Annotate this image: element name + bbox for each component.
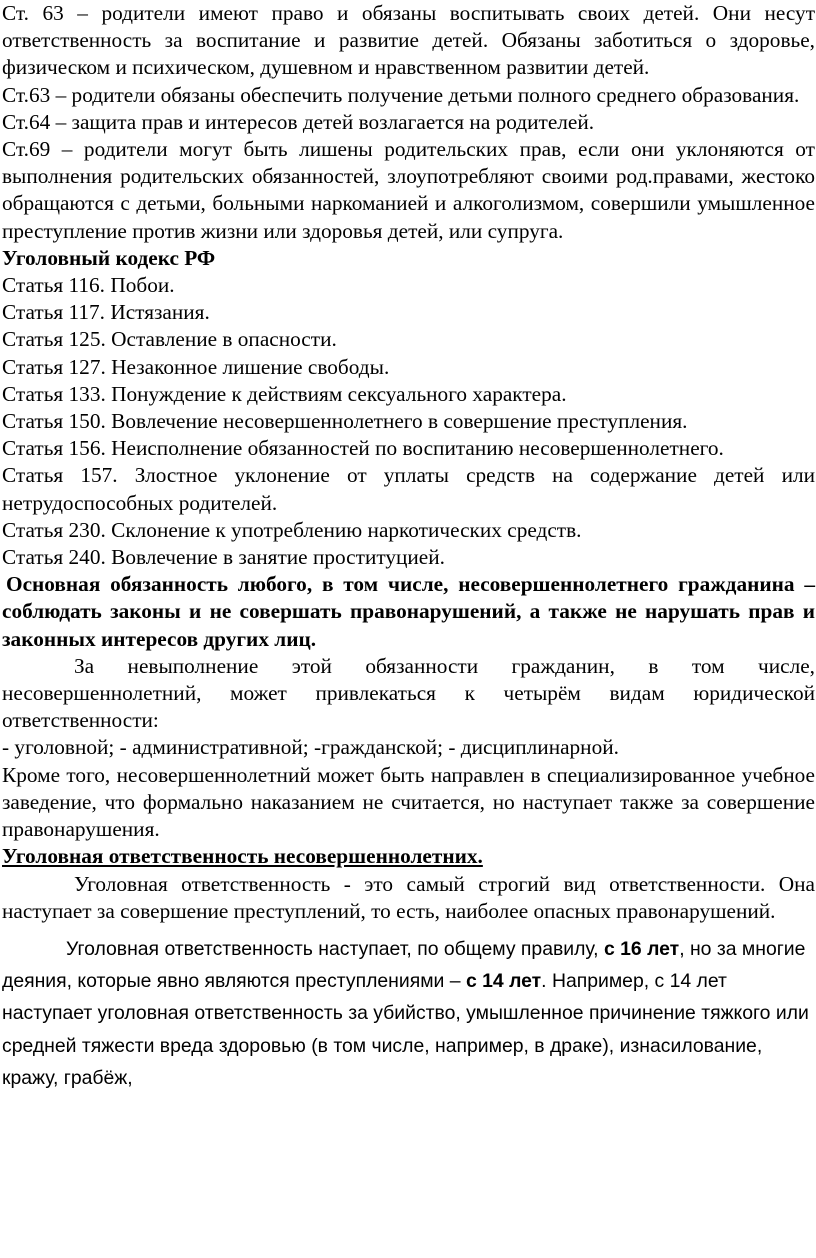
- paragraph-criminal-liability: Уголовная ответственность - это самый строгий вид ответственности. Она наступает за совершение преступлений, то есть, наиболее опасных правонарушений.: [2, 871, 815, 923]
- age-16-highlight: с 16 лет: [603, 937, 680, 960]
- paragraph-art69: Ст.69 – родители могут быть лишены родительских прав, если они уклоняются от выполнения родительских обязанностей, злоупотребляют своими род.правами, жестоко обращаются с детьми, больными наркоманией и алкоголизмом, совершили умышленное преступление против жизни или здоровья детей, или супруга.: [2, 137, 815, 243]
- article-item: Статья 127. Незаконное лишение свободы.: [2, 354, 390, 379]
- heading-criminal-code: Уголовный кодекс РФ: [2, 245, 216, 270]
- article-item: Статья 157. Злостное уклонение от уплаты средств на содержание детей или нетрудоспособных родителей.: [2, 463, 815, 515]
- age-text-part: . Например, с 14 лет наступает уголовная ответственность за убийство, умышленное причинение тяжкого или средней тяжести вреда здоровью (в том числе, например, в драке), изнасилование, кражу, грабёж,: [2, 970, 809, 1089]
- article-item: Статья 117. Истязания.: [2, 300, 210, 325]
- age-14-highlight: с 14 лет: [465, 970, 542, 993]
- paragraph-art63-duties: Ст. 63 – родители имеют право и обязаны воспитывать своих детей. Они несут ответственность за воспитание и развитие детей. Обязаны заботиться о здоровье, физическом и психическом, душевном и нравственном развитии детей.: [2, 1, 815, 80]
- age-text-part: , но за многие деяния, которые явно являются преступлениями –: [2, 937, 806, 993]
- paragraph-art64: Ст.64 – защита прав и интересов детей возлагается на родителей.: [2, 109, 595, 134]
- article-item: Статья 125. Оставление в опасности.: [2, 327, 337, 352]
- article-item: Статья 240. Вовлечение в занятие проституцией.: [2, 545, 445, 570]
- article-item: Статья 133. Понуждение к действиям сексуального характера.: [2, 381, 567, 406]
- article-item: Статья 156. Неисполнение обязанностей по воспитанию несовершеннолетнего.: [2, 436, 724, 461]
- paragraph-special-school: Кроме того, несовершеннолетний может быть направлен в специализированное учебное заведение, что формально наказанием не считается, но наступает также за совершение правонарушения.: [2, 762, 815, 842]
- paragraph-responsibility: За невыполнение этой обязанности гражданин, в том числе, несовершеннолетний, может привлекаться к четырём видам юридической ответственности:: [2, 653, 815, 733]
- paragraph-responsibility-types: - уголовной; - административной; -гражданской; - дисциплинарной.: [2, 735, 619, 760]
- age-text-part: Уголовная ответственность наступает, по общему правилу,: [66, 937, 604, 960]
- article-list: [2, 272, 815, 571]
- heading-juvenile-criminal-liability: Уголовная ответственность несовершеннолетних.: [2, 844, 483, 869]
- article-item: Статья 150. Вовлечение несовершеннолетнего в совершение преступления.: [2, 409, 688, 434]
- paragraph-art63-education: Ст.63 – родители обязаны обеспечить получение детьми полного среднего образования.: [2, 82, 800, 107]
- main-duty-statement: Основная обязанность любого, в том числе, несовершеннолетнего гражданина – соблюдать законы и не совершать правонарушений, а также не нарушать прав и законных интересов других лиц.: [2, 572, 815, 651]
- paragraph-age-of-liability: [2, 933, 815, 1094]
- article-item: Статья 116. Побои.: [2, 273, 175, 298]
- article-item: Статья 230. Склонение к употреблению наркотических средств.: [2, 517, 582, 542]
